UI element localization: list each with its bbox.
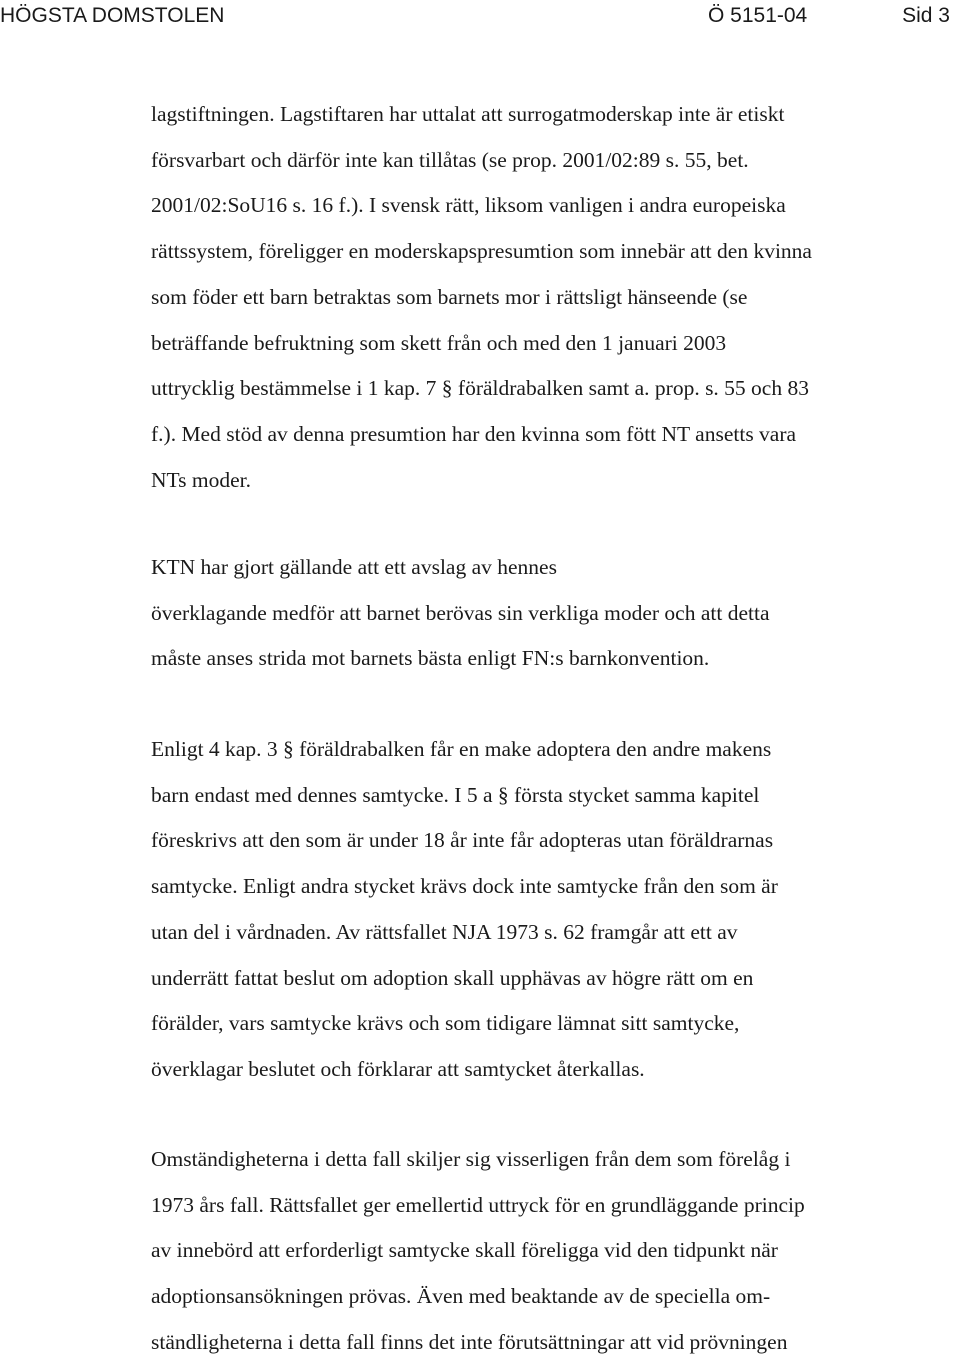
text-line: Enligt 4 kap. 3 § föräldrabalken får en make adoptera den andre makens bbox=[151, 737, 772, 761]
text-line: 2001/02:SoU16 s. 16 f.). I svensk rätt, liksom vanligen i andra europeiska bbox=[151, 193, 786, 218]
case-number: Ö 5151-04 bbox=[708, 4, 808, 27]
page-header bbox=[0, 4, 960, 30]
text-line: adoptionsansökningen prövas. Även med beaktande av de speciella om- bbox=[151, 1284, 771, 1309]
text-line: underrätt fattat beslut om adoption skall upphävas av högre rätt om en bbox=[151, 965, 754, 990]
text-line: rättssystem, föreligger en moderskapspresumtion som innebär att den kvinna bbox=[151, 239, 812, 264]
text-line: 1973 års fall. Rättsfallet ger emellertid uttryck för en grundläggande princip bbox=[151, 1192, 805, 1217]
paragraph-4 bbox=[151, 1137, 805, 1366]
court-name: HÖGSTA DOMSTOLEN bbox=[0, 4, 225, 27]
text-line: uttrycklig bestämmelse i 1 kap. 7 § föräldrabalken samt a. prop. s. 55 och 83 bbox=[151, 376, 809, 401]
paragraph-1 bbox=[151, 92, 812, 503]
text-line: överklagar beslutet och förklarar att samtycket återkallas. bbox=[151, 1056, 645, 1081]
paragraph-3 bbox=[151, 727, 778, 1093]
text-line: lagstiftningen. Lagstiftaren har uttalat att surrogatmoderskap inte är etiskt bbox=[151, 102, 785, 126]
text-line: barn endast med dennes samtycke. I 5 a § första stycket samma kapitel bbox=[151, 782, 760, 807]
text-line: samtycke. Enligt andra stycket krävs dock inte samtycke från den som är bbox=[151, 874, 778, 899]
text-line: ständligheterna i detta fall finns det inte förutsättningar att vid prövningen bbox=[151, 1329, 788, 1354]
text-line: KTN har gjort gällande att ett avslag av hennes bbox=[151, 555, 557, 579]
paragraph-2 bbox=[151, 545, 769, 682]
text-line: överklagande medför att barnet berövas sin verkliga moder och att detta bbox=[151, 600, 770, 625]
text-line: av innebörd att erforderligt samtycke skall föreligga vid den tidpunkt när bbox=[151, 1238, 778, 1263]
text-line: föreskrivs att den som är under 18 år inte får adopteras utan föräldrarnas bbox=[151, 828, 774, 853]
text-line: Omständigheterna i detta fall skiljer sig visserligen från dem som förelåg i bbox=[151, 1147, 791, 1171]
text-line: f.). Med stöd av denna presumtion har den kvinna som fött NT ansetts vara bbox=[151, 421, 797, 446]
page-number: Sid 3 bbox=[902, 4, 950, 27]
text-line: försvarbart och därför inte kan tillåtas (se prop. 2001/02:89 s. 55, bet. bbox=[151, 147, 749, 172]
text-line: NTs moder. bbox=[151, 467, 252, 492]
text-line: som föder ett barn betraktas som barnets mor i rättsligt hänseende (se bbox=[151, 284, 748, 309]
text-line: beträffande befruktning som skett från och med den 1 januari 2003 bbox=[151, 330, 727, 355]
text-line: förälder, vars samtycke krävs och som tidigare lämnat sitt samtycke, bbox=[151, 1011, 740, 1036]
text-line: måste anses strida mot barnets bästa enligt FN:s barnkonvention. bbox=[151, 646, 710, 671]
text-line: utan del i vårdnaden. Av rättsfallet NJA 1973 s. 62 framgår att ett av bbox=[151, 919, 738, 944]
